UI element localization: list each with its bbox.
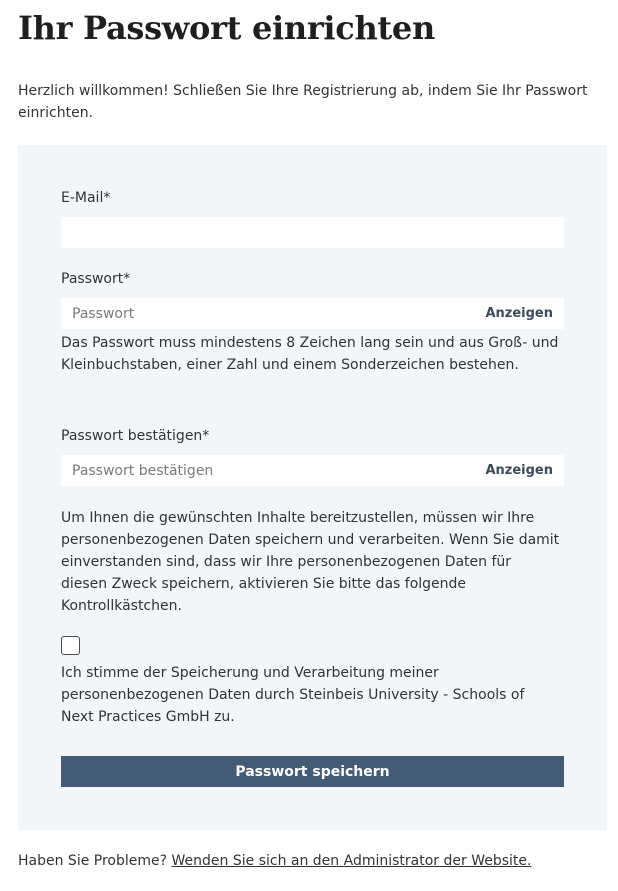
show-password-confirm-button[interactable]: Anzeigen [485, 455, 553, 486]
page-title: Ihr Passwort einrichten [18, 9, 435, 47]
footer-help [18, 851, 531, 871]
consent-label: Ich stimme der Speicherung und Verarbeitung meiner personenbezogenen Daten durch Steinbeis University - Schools of Next Practices GmbH zu. [61, 665, 525, 725]
password-confirm-label: Passwort bestätigen* [61, 428, 210, 444]
password-setup-form [18, 145, 607, 830]
show-password-button[interactable]: Anzeigen [485, 298, 553, 329]
email-input[interactable] [61, 217, 564, 248]
contact-admin-link[interactable]: Wenden Sie sich an den Administrator der Website. [171, 853, 532, 869]
password-hint: Das Passwort muss mindestens 8 Zeichen lang sein und aus Groß- und Kleinbuchstaben, einer Zahl und einem Sonderzeichen bestehen. [61, 335, 559, 373]
password-field-container [61, 298, 564, 329]
email-label: E-Mail* [61, 190, 111, 206]
password-confirm-field-container [61, 455, 564, 486]
password-label: Passwort* [61, 271, 131, 287]
email-field-container [61, 217, 564, 248]
footer-text: Haben Sie Probleme? [18, 853, 168, 869]
consent-checkbox[interactable] [61, 636, 80, 655]
intro-text: Herzlich willkommen! Schließen Sie Ihre Registrierung ab, indem Sie Ihr Passwort einrichten. [18, 83, 588, 121]
privacy-notice: Um Ihnen die gewünschten Inhalte bereitzustellen, müssen wir Ihre personenbezogenen Daten speichern und verarbeiten. Wenn Sie damit einverstanden sind, dass wir Ihre personenbezogenen Daten für diesen Zweck speichern, aktivieren Sie bitte das folgende Kontrollkästchen. [61, 510, 560, 614]
save-password-button[interactable]: Passwort speichern [61, 756, 564, 787]
